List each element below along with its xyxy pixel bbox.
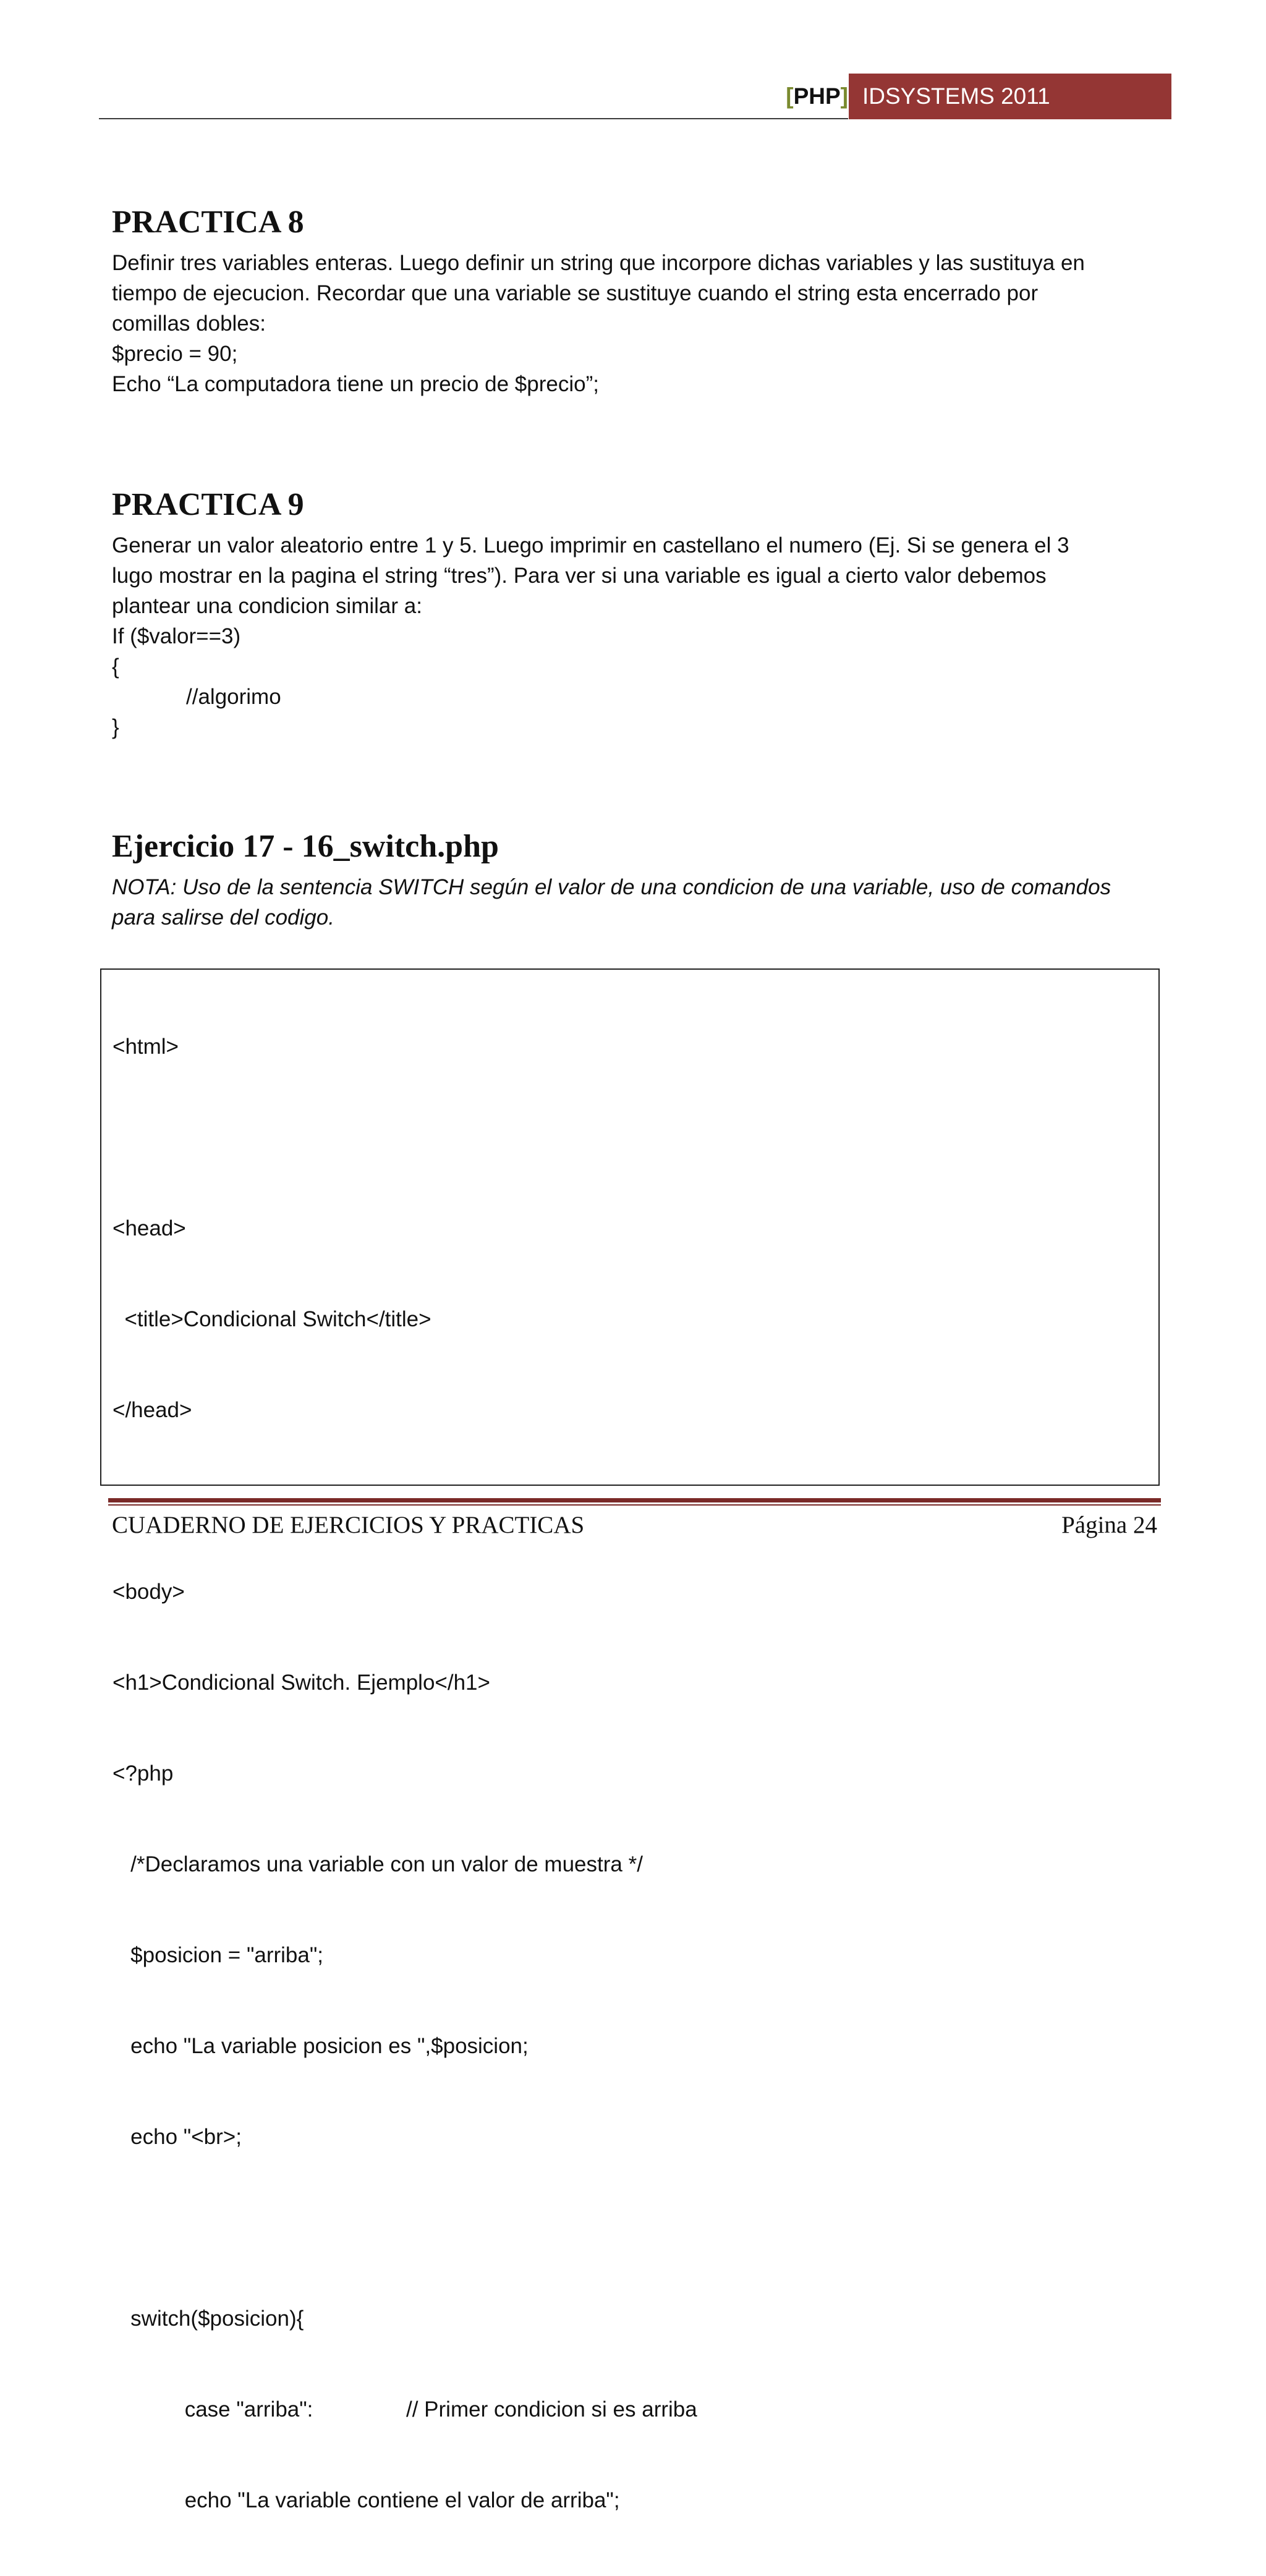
practica-8-line: Definir tres variables enteras. Luego definir un string que incorpore dichas variables y las sustituya en xyxy=(112,251,1085,275)
practica-8-code-line: $precio = 90; xyxy=(112,342,238,366)
practica-9-code-line: } xyxy=(112,715,119,739)
code-line: echo "<br>; xyxy=(113,2125,242,2149)
practica-8-line: tiempo de ejecucion. Recordar que una variable se sustituye cuando el string esta encerrado por xyxy=(112,281,1039,305)
header-divider xyxy=(99,118,848,119)
code-line: switch($posicion){ xyxy=(113,2307,304,2331)
practica-9-heading: PRACTICA 9 xyxy=(112,487,304,522)
code-line: <html> xyxy=(113,1035,179,1059)
code-line-case xyxy=(113,2394,697,2425)
code-line: <?php xyxy=(113,1761,174,1786)
code-line xyxy=(113,2213,643,2243)
practica-8-heading: PRACTICA 8 xyxy=(112,205,304,240)
header-title-box xyxy=(849,74,1171,119)
practica-8-code-line: Echo “La computadora tiene un precio de $precio”; xyxy=(112,372,599,396)
code-line: echo "La variable posicion es ",$posicion; xyxy=(113,2034,529,2058)
practica-8-body xyxy=(112,248,1085,399)
code-line: <title>Condicional Switch</title> xyxy=(113,1307,431,1331)
practica-8-line: comillas dobles: xyxy=(112,311,266,336)
code-line xyxy=(113,1122,643,1153)
practica-9-line: lugo mostrar en la pagina el string “tres”). Para ver si una variable es igual a cierto valor debemos xyxy=(112,564,1047,588)
footer-title: CUADERNO DE EJERCICIOS Y PRACTICAS xyxy=(112,1512,585,1538)
header-tag-text: PHP xyxy=(793,83,841,109)
practica-9-line: Generar un valor aleatorio entre 1 y 5. Luego imprimir en castellano el numero (Ej. Si se genera el 3 xyxy=(112,533,1069,557)
header-title: IDSYSTEMS 2011 xyxy=(862,83,1050,109)
code-line: echo "La variable contiene el valor de arriba"; xyxy=(113,2488,620,2512)
page-number: Página 24 xyxy=(1061,1512,1157,1538)
code-line: <head> xyxy=(113,1216,186,1240)
code-line: </head> xyxy=(113,1398,192,1422)
practica-9-code-line: //algorimo xyxy=(186,685,281,709)
ejercicio-17-heading: Ejercicio 17 - 16_switch.php xyxy=(112,829,499,864)
code-listing xyxy=(113,971,697,2576)
code-line: <body> xyxy=(113,1580,185,1604)
code-line: $posicion = "arriba"; xyxy=(113,1943,323,1967)
code-inline-comment: // Primer condicion si es arriba xyxy=(406,2397,697,2421)
ejercicio-17-note-line: NOTA: Uso de la sentencia SWITCH según el valor de una condicion de una variable, uso de comandos xyxy=(112,875,1111,899)
ejercicio-17-note-line: para salirse del codigo. xyxy=(112,905,334,930)
footer-divider-thin xyxy=(108,1504,1161,1506)
practica-9-code-line: { xyxy=(112,655,119,679)
code-line-case-text: case "arriba": xyxy=(113,2397,313,2421)
header-tag-open-bracket: [ xyxy=(786,83,794,109)
practica-9-code-line: If ($valor==3) xyxy=(112,624,241,648)
code-line: /*Declaramos una variable con un valor de muestra */ xyxy=(113,1852,643,1876)
practica-9-body xyxy=(112,530,1069,742)
header-tag-close-bracket: ] xyxy=(840,83,848,109)
header-tag xyxy=(767,79,848,114)
ejercicio-17-note xyxy=(112,872,1111,933)
footer-divider-thick xyxy=(108,1498,1161,1502)
practica-9-line: plantear una condicion similar a: xyxy=(112,594,422,618)
code-line: <h1>Condicional Switch. Ejemplo</h1> xyxy=(113,1671,490,1695)
